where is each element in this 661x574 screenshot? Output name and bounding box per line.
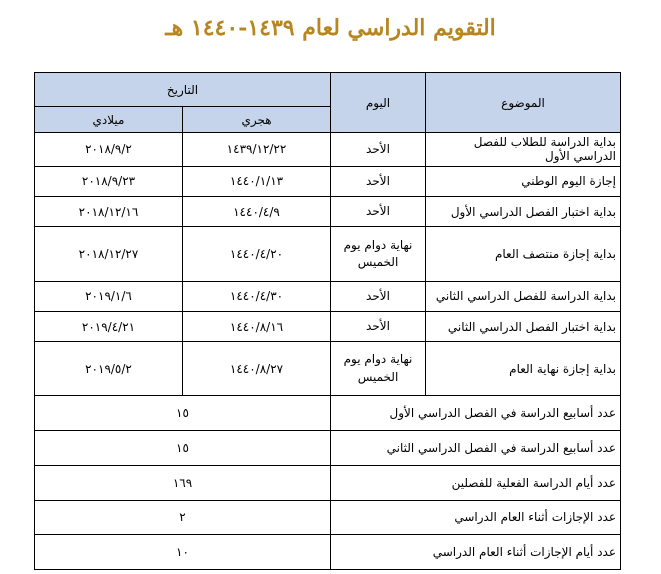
row-topic: بداية إجازة منتصف العام xyxy=(426,227,621,281)
academic-calendar-table xyxy=(34,72,621,570)
row-hijri-date: ١٤٤٠/١/١٣ xyxy=(183,166,331,196)
stat-value: ١٥ xyxy=(35,396,331,431)
stat-value: ١٦٩ xyxy=(35,465,331,500)
header-hijri: هجري xyxy=(183,107,331,133)
row-day: الأحد xyxy=(331,311,426,341)
header-row xyxy=(35,73,621,107)
row-hijri-date: ١٤٤٠/٨/١٦ xyxy=(183,311,331,341)
table-row xyxy=(35,311,621,341)
stat-label: عدد الإجازات أثناء العام الدراسي xyxy=(331,500,621,535)
table-row xyxy=(35,166,621,196)
table-row xyxy=(35,281,621,311)
row-day: الأحد xyxy=(331,281,426,311)
row-day: الأحد xyxy=(331,196,426,226)
row-topic: بداية إجازة نهاية العام xyxy=(426,342,621,396)
stats-row xyxy=(35,396,621,431)
row-day: نهاية دوام يوم الخميس xyxy=(331,342,426,396)
row-gregorian-date: ٢٠١٨/١٢/١٦ xyxy=(35,196,183,226)
stat-value: ١٠ xyxy=(35,535,331,570)
stat-label: عدد أسابيع الدراسة في الفصل الدراسي الأول xyxy=(331,396,621,431)
stats-row xyxy=(35,500,621,535)
row-topic: بداية اختبار الفصل الدراسي الأول xyxy=(426,196,621,226)
stats-row xyxy=(35,431,621,466)
table-row xyxy=(35,342,621,396)
row-topic: بداية الدراسة للطلاب للفصل الدراسي الأول xyxy=(426,133,621,167)
stat-label: عدد أيام الدراسة الفعلية للفصلين xyxy=(331,465,621,500)
header-gregorian: ميلادي xyxy=(35,107,183,133)
row-day: نهاية دوام يوم الخميس xyxy=(331,227,426,281)
stats-row xyxy=(35,465,621,500)
row-gregorian-date: ٢٠١٨/١٢/٢٧ xyxy=(35,227,183,281)
header-day: اليوم xyxy=(331,73,426,133)
header-topic: الموضوع xyxy=(426,73,621,133)
row-hijri-date: ١٤٤٠/٤/٩ xyxy=(183,196,331,226)
header-date: التاريخ xyxy=(35,73,331,107)
row-topic: إجازة اليوم الوطني xyxy=(426,166,621,196)
row-hijri-date: ١٤٤٠/٤/٢٠ xyxy=(183,227,331,281)
row-topic: بداية الدراسة للفصل الدراسي الثاني xyxy=(426,281,621,311)
stat-label: عدد أسابيع الدراسة في الفصل الدراسي الثاني xyxy=(331,431,621,466)
row-hijri-date: ١٤٤٠/٨/٢٧ xyxy=(183,342,331,396)
table-row xyxy=(35,196,621,226)
stat-value: ٢ xyxy=(35,500,331,535)
table-row xyxy=(35,227,621,281)
stats-row xyxy=(35,535,621,570)
row-topic: بداية اختبار الفصل الدراسي الثاني xyxy=(426,311,621,341)
row-hijri-date: ١٤٤٠/٤/٣٠ xyxy=(183,281,331,311)
row-gregorian-date: ٢٠١٩/٤/٢١ xyxy=(35,311,183,341)
row-gregorian-date: ٢٠١٩/١/٦ xyxy=(35,281,183,311)
row-day: الأحد xyxy=(331,133,426,167)
table-row xyxy=(35,133,621,167)
row-gregorian-date: ٢٠١٩/٥/٢ xyxy=(35,342,183,396)
row-gregorian-date: ٢٠١٨/٩/٢ xyxy=(35,133,183,167)
row-gregorian-date: ٢٠١٨/٩/٢٣ xyxy=(35,166,183,196)
page-title: التقويم الدراسي لعام ١٤٣٩-١٤٤٠ هـ xyxy=(165,15,496,41)
stat-label: عدد أيام الإجازات أثناء العام الدراسي xyxy=(331,535,621,570)
stat-value: ١٥ xyxy=(35,431,331,466)
row-hijri-date: ١٤٣٩/١٢/٢٢ xyxy=(183,133,331,167)
row-day: الأحد xyxy=(331,166,426,196)
